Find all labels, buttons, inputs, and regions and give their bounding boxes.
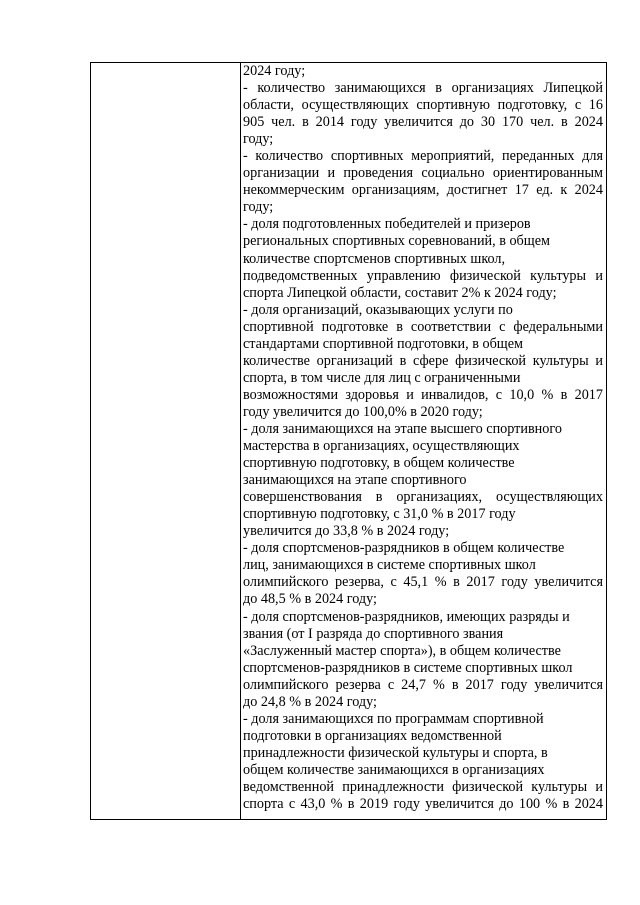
text-line: звания (от I разряда до спортивного звания	[243, 625, 504, 642]
text-line: до 24,8 % в 2024 году;	[243, 693, 377, 710]
text-line: спортивную подготовку, с 31,0 % в 2017 году	[243, 506, 516, 523]
text-line: году;	[243, 199, 274, 216]
text-line: подготовки в организациях ведомственной	[243, 727, 502, 744]
text-line: мастерства в организациях, осуществляющих	[243, 438, 520, 455]
text-line: принадлежности физической культуры и спорта, в	[243, 744, 548, 761]
text-line: спорта Липецкой области, составит 2% к 2024 году;	[243, 284, 557, 301]
text-line: году;	[243, 131, 274, 148]
text-line: «Заслуженный мастер спорта»), в общем количестве	[243, 642, 561, 659]
text-line: некоммерческим организациям, достигнет 17 ед. к 2024	[243, 182, 603, 199]
text-line: количестве спортсменов спортивных школ,	[243, 250, 506, 267]
text-line: общем количестве занимающихся в организациях	[243, 761, 545, 778]
text-line: году увеличится до 100,0% в 2020 году;	[243, 403, 483, 420]
text-line: - доля занимающихся по программам спортивной	[243, 710, 544, 727]
text-line: спортсменов-разрядников в системе спортивных школ	[243, 659, 573, 676]
table-right-cell	[242, 63, 606, 819]
text-line: олимпийского резерва, с 45,1 % в 2017 году увеличится	[243, 574, 603, 591]
text-line: возможностями здоровья и инвалидов, с 10,0 % в 2017	[243, 386, 603, 403]
text-line: лиц, занимающихся в системе спортивных школ	[243, 557, 536, 574]
text-line: совершенствования в организациях, осуществляющих	[243, 489, 603, 506]
text-line: - количество занимающихся в организациях Липецкой	[243, 80, 603, 97]
text-line: ведомственной принадлежности физической культуры и	[243, 778, 603, 795]
text-line: - доля подготовленных победителей и призеров	[243, 216, 531, 233]
text-line: до 48,5 % в 2024 году;	[243, 591, 377, 608]
text-line: организации и проведения социально ориентированным	[243, 165, 603, 182]
text-line: количестве организаций в сфере физической культуры и	[243, 352, 603, 369]
text-line: увеличится до 33,8 % в 2024 году;	[243, 523, 450, 540]
table-left-cell	[91, 63, 241, 819]
text-line: - доля занимающихся на этапе высшего спортивного	[243, 420, 562, 437]
text-line: спортивную подготовку, в общем количестве	[243, 455, 515, 472]
text-line: - количество спортивных мероприятий, переданных для	[243, 148, 603, 165]
text-line: спорта с 43,0 % в 2019 году увеличится до 100 % в 2024	[243, 796, 603, 813]
document-table	[90, 62, 607, 820]
text-line: спортивной подготовке в соответствии с федеральными	[243, 318, 603, 335]
text-line: 2024 году;	[243, 63, 306, 79]
text-line: 905 чел. в 2014 году увеличится до 30 170 чел. в 2024	[243, 114, 603, 131]
text-line: - доля спортсменов-разрядников в общем количестве	[243, 540, 565, 557]
text-line: - доля организаций, оказывающих услуги по	[243, 301, 513, 318]
text-line: стандартами спортивной подготовки, в общем	[243, 335, 523, 352]
text-line: занимающихся на этапе спортивного	[243, 472, 467, 489]
text-line: спорта, в том числе для лиц с ограниченными	[243, 369, 521, 386]
text-line: области, осуществляющих спортивную подготовку, с 16	[243, 97, 603, 114]
text-line: подведомственных управлению физической культуры и	[243, 267, 603, 284]
text-line: олимпийского резерва с 24,7 % в 2017 году увеличится	[243, 676, 603, 693]
text-line: региональных спортивных соревнований, в общем	[243, 233, 550, 250]
text-line: - доля спортсменов-разрядников, имеющих разряды и	[243, 608, 570, 625]
